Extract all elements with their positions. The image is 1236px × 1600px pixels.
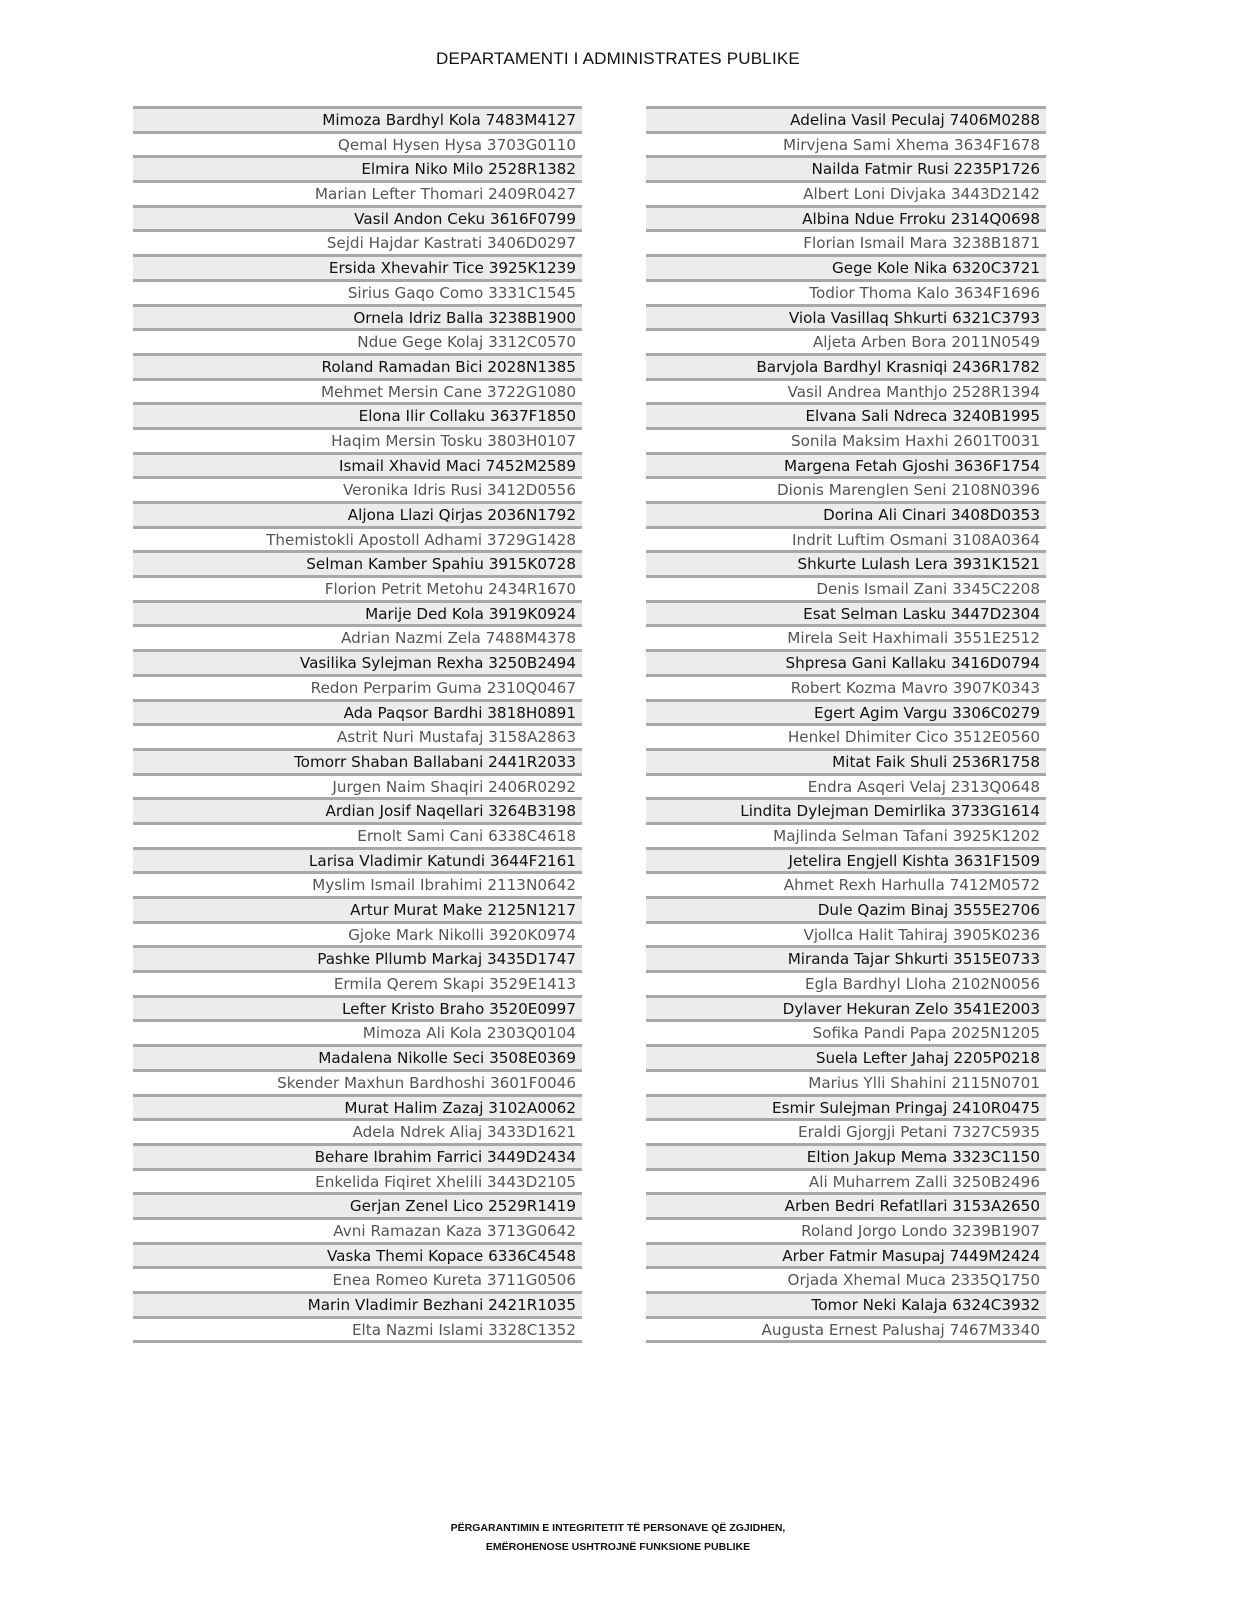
name-row: Ada Paqsor Bardhi 3818H0891 [133, 699, 582, 724]
name-row: Arben Bedri Refatllari 3153A2650 [646, 1192, 1046, 1217]
name-row: Mimoza Bardhyl Kola 7483M4127 [133, 106, 582, 131]
name-row: Sejdi Hajdar Kastrati 3406D0297 [133, 229, 582, 254]
name-row: Gerjan Zenel Lico 2529R1419 [133, 1192, 582, 1217]
name-row: Denis Ismail Zani 3345C2208 [646, 575, 1046, 600]
name-row: Pashke Pllumb Markaj 3435D1747 [133, 945, 582, 970]
name-row: Dorina Ali Cinari 3408D0353 [646, 501, 1046, 526]
name-row: Eltion Jakup Mema 3323C1150 [646, 1143, 1046, 1168]
footer [0, 1519, 1236, 1557]
name-row: Mirela Seit Haxhimali 3551E2512 [646, 624, 1046, 649]
name-row: Ahmet Rexh Harhulla 7412M0572 [646, 871, 1046, 896]
footer-line-1: PËRGARANTIMIN E INTEGRITETIT TË PERSONAVE QË ZGJIDHEN, [450, 1522, 786, 1534]
name-row: Lindita Dylejman Demirlika 3733G1614 [646, 797, 1046, 822]
name-row: Themistokli Apostoll Adhami 3729G1428 [133, 526, 582, 551]
name-row: Ersida Xhevahir Tice 3925K1239 [133, 254, 582, 279]
name-row: Elvana Sali Ndreca 3240B1995 [646, 402, 1046, 427]
name-row: Vjollca Halit Tahiraj 3905K0236 [646, 921, 1046, 946]
name-row: Majlinda Selman Tafani 3925K1202 [646, 822, 1046, 847]
right-name-column [646, 106, 1046, 1343]
table-bottom-rule [646, 1340, 1046, 1343]
name-row: Henkel Dhimiter Cico 3512E0560 [646, 723, 1046, 748]
name-row: Tomor Neki Kalaja 6324C3932 [646, 1291, 1046, 1316]
name-row: Egert Agim Vargu 3306C0279 [646, 699, 1046, 724]
name-row: Miranda Tajar Shkurti 3515E0733 [646, 945, 1046, 970]
name-row: Ernolt Sami Cani 6338C4618 [133, 822, 582, 847]
name-row: Vasil Andrea Manthjo 2528R1394 [646, 378, 1046, 403]
name-row: Marin Vladimir Bezhani 2421R1035 [133, 1291, 582, 1316]
name-row: Albina Ndue Frroku 2314Q0698 [646, 205, 1046, 230]
name-row: Larisa Vladimir Katundi 3644F2161 [133, 847, 582, 872]
name-row: Eraldi Gjorgji Petani 7327C5935 [646, 1118, 1046, 1143]
name-row: Gjoke Mark Nikolli 3920K0974 [133, 921, 582, 946]
name-row: Aljona Llazi Qirjas 2036N1792 [133, 501, 582, 526]
name-row: Myslim Ismail Ibrahimi 2113N0642 [133, 871, 582, 896]
name-row: Roland Ramadan Bici 2028N1385 [133, 353, 582, 378]
name-row: Robert Kozma Mavro 3907K0343 [646, 674, 1046, 699]
name-row: Mimoza Ali Kola 2303Q0104 [133, 1019, 582, 1044]
name-row: Vasil Andon Ceku 3616F0799 [133, 205, 582, 230]
name-row: Shpresa Gani Kallaku 3416D0794 [646, 649, 1046, 674]
name-row: Aljeta Arben Bora 2011N0549 [646, 328, 1046, 353]
name-row: Elta Nazmi Islami 3328C1352 [133, 1316, 582, 1341]
left-name-column [133, 106, 582, 1343]
name-row: Margena Fetah Gjoshi 3636F1754 [646, 452, 1046, 477]
name-row: Adela Ndrek Aliaj 3433D1621 [133, 1118, 582, 1143]
name-row: Behare Ibrahim Farrici 3449D2434 [133, 1143, 582, 1168]
name-row: Jurgen Naim Shaqiri 2406R0292 [133, 773, 582, 798]
name-row: Sofika Pandi Papa 2025N1205 [646, 1019, 1046, 1044]
name-row: Esmir Sulejman Pringaj 2410R0475 [646, 1094, 1046, 1119]
name-row: Orjada Xhemal Muca 2335Q1750 [646, 1266, 1046, 1291]
name-row: Tomorr Shaban Ballabani 2441R2033 [133, 748, 582, 773]
name-row: Astrit Nuri Mustafaj 3158A2863 [133, 723, 582, 748]
name-row: Veronika Idris Rusi 3412D0556 [133, 476, 582, 501]
name-row: Gege Kole Nika 6320C3721 [646, 254, 1046, 279]
name-row: Indrit Luftim Osmani 3108A0364 [646, 526, 1046, 551]
name-row: Ali Muharrem Zalli 3250B2496 [646, 1168, 1046, 1193]
name-row: Mirvjena Sami Xhema 3634F1678 [646, 131, 1046, 156]
name-row: Shkurte Lulash Lera 3931K1521 [646, 550, 1046, 575]
name-row: Florian Ismail Mara 3238B1871 [646, 229, 1046, 254]
name-row: Egla Bardhyl Lloha 2102N0056 [646, 970, 1046, 995]
name-row: Avni Ramazan Kaza 3713G0642 [133, 1217, 582, 1242]
name-row: Enea Romeo Kureta 3711G0506 [133, 1266, 582, 1291]
name-row: Adelina Vasil Peculaj 7406M0288 [646, 106, 1046, 131]
name-row: Albert Loni Divjaka 3443D2142 [646, 180, 1046, 205]
name-row: Todior Thoma Kalo 3634F1696 [646, 279, 1046, 304]
name-row: Dylaver Hekuran Zelo 3541E2003 [646, 995, 1046, 1020]
name-row: Elmira Niko Milo 2528R1382 [133, 155, 582, 180]
name-row: Vasilika Sylejman Rexha 3250B2494 [133, 649, 582, 674]
name-row: Haqim Mersin Tosku 3803H0107 [133, 427, 582, 452]
table-bottom-rule [133, 1340, 582, 1343]
name-row: Marian Lefter Thomari 2409R0427 [133, 180, 582, 205]
name-row: Jetelira Engjell Kishta 3631F1509 [646, 847, 1046, 872]
name-row: Roland Jorgo Londo 3239B1907 [646, 1217, 1046, 1242]
name-row: Mehmet Mersin Cane 3722G1080 [133, 378, 582, 403]
name-row: Selman Kamber Spahiu 3915K0728 [133, 550, 582, 575]
name-row: Adrian Nazmi Zela 7488M4378 [133, 624, 582, 649]
name-row: Florion Petrit Metohu 2434R1670 [133, 575, 582, 600]
name-row: Murat Halim Zazaj 3102A0062 [133, 1094, 582, 1119]
name-row: Qemal Hysen Hysa 3703G0110 [133, 131, 582, 156]
name-row: Vaska Themi Kopace 6336C4548 [133, 1242, 582, 1267]
name-row: Ardian Josif Naqellari 3264B3198 [133, 797, 582, 822]
name-row: Ismail Xhavid Maci 7452M2589 [133, 452, 582, 477]
name-row: Viola Vasillaq Shkurti 6321C3793 [646, 304, 1046, 329]
name-row: Sonila Maksim Haxhi 2601T0031 [646, 427, 1046, 452]
name-row: Marije Ded Kola 3919K0924 [133, 600, 582, 625]
name-row: Dionis Marenglen Seni 2108N0396 [646, 476, 1046, 501]
name-row: Augusta Ernest Palushaj 7467M3340 [646, 1316, 1046, 1341]
name-row: Madalena Nikolle Seci 3508E0369 [133, 1044, 582, 1069]
name-row: Enkelida Fiqiret Xhelili 3443D2105 [133, 1168, 582, 1193]
name-row: Suela Lefter Jahaj 2205P0218 [646, 1044, 1046, 1069]
name-row: Lefter Kristo Braho 3520E0997 [133, 995, 582, 1020]
name-row: Ndue Gege Kolaj 3312C0570 [133, 328, 582, 353]
name-row: Mitat Faik Shuli 2536R1758 [646, 748, 1046, 773]
name-row: Ornela Idriz Balla 3238B1900 [133, 304, 582, 329]
name-row: Sirius Gaqo Como 3331C1545 [133, 279, 582, 304]
name-row: Nailda Fatmir Rusi 2235P1726 [646, 155, 1046, 180]
footer-line-2: EMËROHENOSE USHTROJNË FUNKSIONE PUBLIKE [485, 1541, 751, 1553]
name-row: Elona Ilir Collaku 3637F1850 [133, 402, 582, 427]
name-row: Arber Fatmir Masupaj 7449M2424 [646, 1242, 1046, 1267]
name-row: Artur Murat Make 2125N1217 [133, 896, 582, 921]
name-row: Redon Perparim Guma 2310Q0467 [133, 674, 582, 699]
name-row: Esat Selman Lasku 3447D2304 [646, 600, 1046, 625]
name-row: Ermila Qerem Skapi 3529E1413 [133, 970, 582, 995]
name-row: Marius Ylli Shahini 2115N0701 [646, 1069, 1046, 1094]
name-row: Barvjola Bardhyl Krasniqi 2436R1782 [646, 353, 1046, 378]
name-row: Dule Qazim Binaj 3555E2706 [646, 896, 1046, 921]
name-row: Endra Asqeri Velaj 2313Q0648 [646, 773, 1046, 798]
page-title: DEPARTAMENTI I ADMINISTRATES PUBLIKE [436, 49, 800, 68]
name-row: Skender Maxhun Bardhoshi 3601F0046 [133, 1069, 582, 1094]
